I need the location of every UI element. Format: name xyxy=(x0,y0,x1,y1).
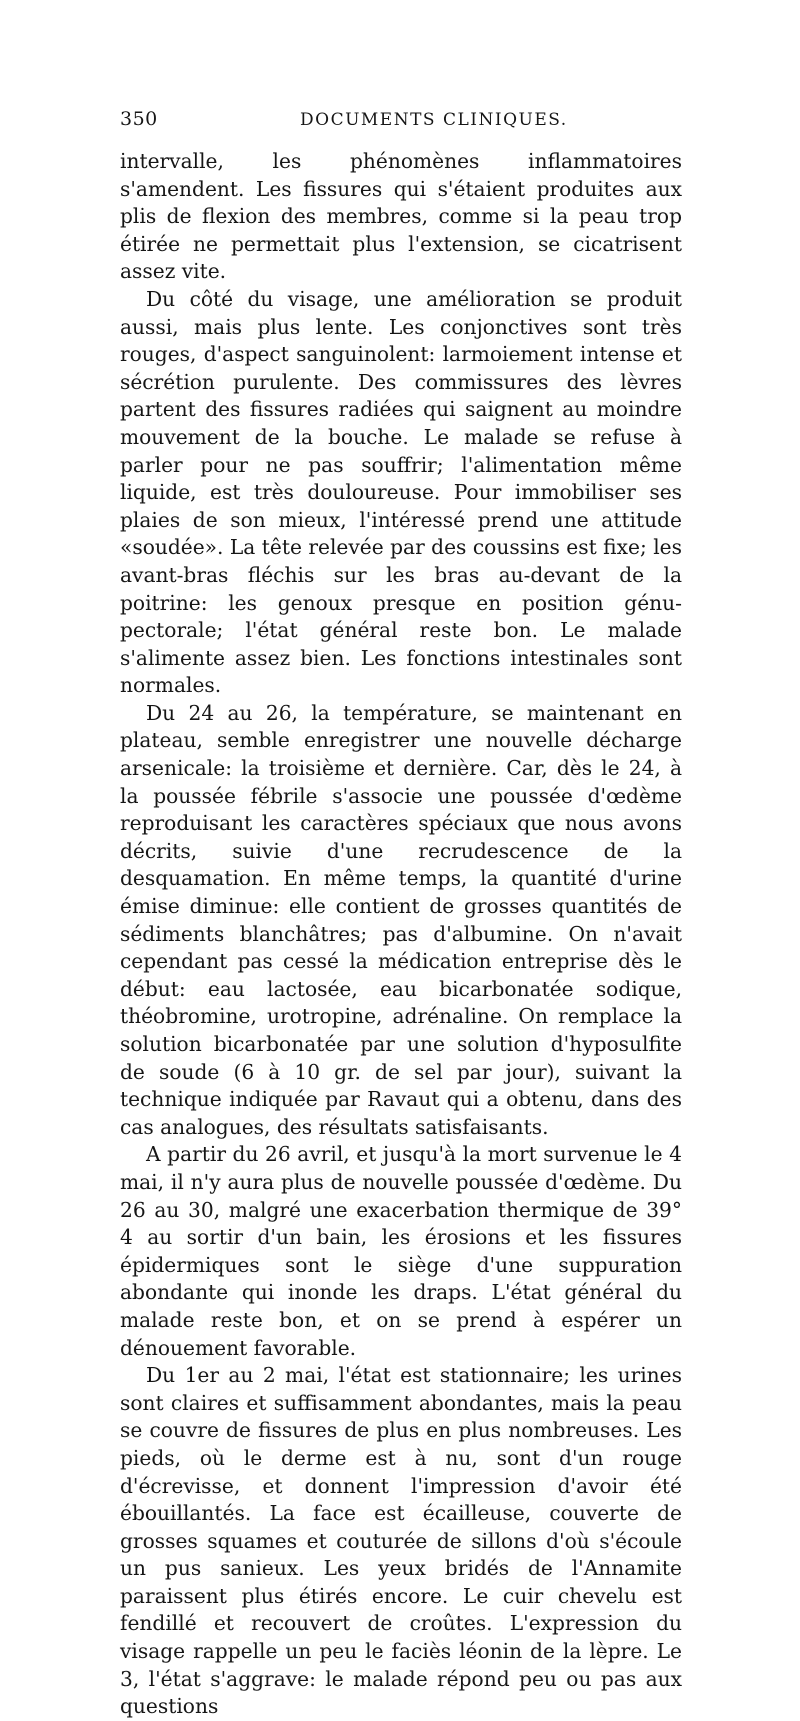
paragraph-etat-stationnaire: Du 1er au 2 mai, l'état est stationnaire; les urines sont claires et suffisamment abondantes, mais la peau se couvre de fissures de plus en plus nombreuses. Les pieds, où le derme est à nu, sont d'un rouge d'écrevisse, et donnent l'impression d'avoir été ébouillantés. La face est écailleuse, couverte de grosses squames et couturée de sillons d'où s'écoule un pus sanieux. Les yeux bridés de l'Annamite paraissent plus étirés encore. Le cuir chevelu est fendillé et recouvert de croûtes. L'expression du visage rappelle un peu le faciès léonin de la lèpre. Le 3, l'état s'aggrave: le malade répond peu ou pas aux questions xyxy=(120,1363,682,1719)
paragraph-visage: Du côté du visage, une amélioration se produit aussi, mais plus lente. Les conjonctives sont très rouges, d'aspect sanguinolent: larmoiement intense et sécrétion purulente. Des commissures des lèvres partent des fissures radiées qui saignent au moindre mouvement de la bouche. Le malade se refuse à parler pour ne pas souffrir; l'alimentation même liquide, est très douloureuse. Pour immobiliser ses plaies de son mieux, l'intéressé prend une attitude «soudée». La tête relevée par des coussins est fixe; les avant-bras fléchis sur les bras au-devant de la poitrine: les genoux presque en position génu-pectorale; l'état général reste bon. Le malade s'alimente assez bien. Les fonctions intestinales sont normales. xyxy=(120,286,682,698)
paragraph-continuation: intervalle, les phénomènes inflammatoires s'amendent. Les fissures qui s'étaient produites aux plis de flexion des membres, comme si la peau trop étirée ne permettait plus l'extension, se cicatrisent assez vite. xyxy=(120,149,682,284)
paragraph-decharge-arsenicale: Du 24 au 26, la température, se maintenant en plateau, semble enregistrer une nouvelle décharge arsenicale: la troisième et dernière. Car, dès le 24, à la poussée fébrile s'associe une poussée d'œdème reproduisant les caractères spéciaux que nous avons décrits, suivie d'une recrudescence de la desquamation. En même temps, la quantité d'urine émise diminue: elle contient de grosses quantités de sédiments blanchâtres; pas d'albumine. On n'avait cependant pas cessé la médication entreprise dès le début: eau lactosée, eau bicarbonatée sodique, théobromine, urotropine, adrénaline. On remplace la solution bicarbonatée par une solution d'hyposulfite de soude (6 à 10 gr. de sel par jour), suivant la technique indiquée par Ravaut qui a obtenu, dans des cas analogues, des résultats satisfaisants. xyxy=(120,700,682,1139)
paragraph-suppuration: A partir du 26 avril, et jusqu'à la mort survenue le 4 mai, il n'y aura plus de nouvelle poussée d'œdème. Du 26 au 30, malgré une exacerbation thermique de 39° 4 au sortir d'un bain, les érosions et les fissures épidermiques sont le siège d'une suppuration abondante qui inonde les draps. L'état général du malade reste bon, et on se prend à espérer un dénouement favorable. xyxy=(120,1142,682,1360)
running-title: DOCUMENTS CLINIQUES. xyxy=(300,110,568,130)
page-number: 350 xyxy=(120,108,158,130)
page-header xyxy=(120,108,682,148)
body-text xyxy=(120,148,682,1721)
document-page xyxy=(120,108,682,1721)
